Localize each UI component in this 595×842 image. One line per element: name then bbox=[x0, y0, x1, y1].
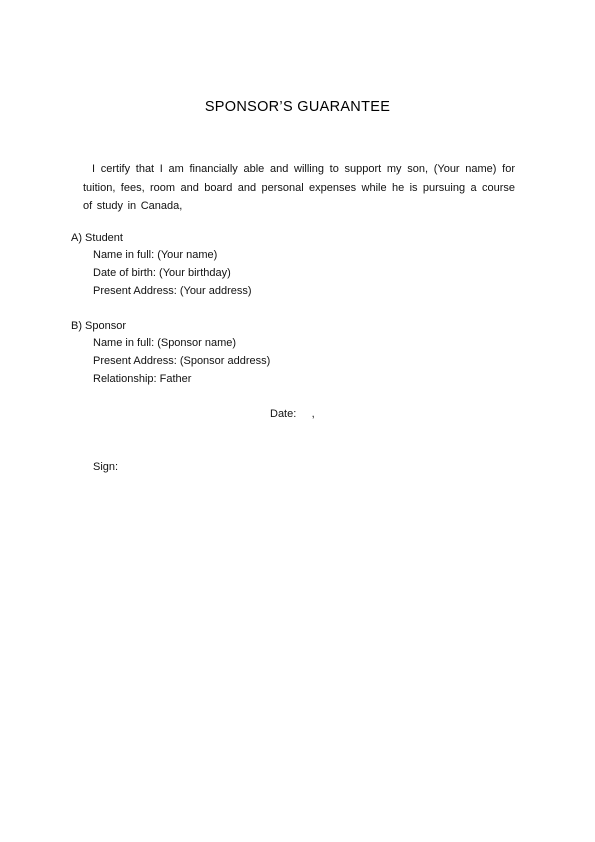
statement-text: I certify that I am financially able and willing to support my son, (Your name) for tuition, fees, room and board and personal expenses while he is pursuing a course of study in Canada, bbox=[83, 163, 515, 212]
sign-label: Sign: bbox=[93, 461, 119, 473]
student-section-heading: A) Student bbox=[71, 232, 123, 244]
date-line: Date: , bbox=[270, 408, 315, 420]
statement-paragraph bbox=[83, 160, 515, 216]
sponsor-section-heading: B) Sponsor bbox=[71, 320, 127, 332]
student-name-field: Name in full: (Your name) bbox=[93, 249, 218, 261]
student-address-field: Present Address: (Your address) bbox=[93, 285, 252, 297]
sponsor-relationship-field: Relationship: Father bbox=[93, 373, 192, 385]
document-title: SPONSOR’S GUARANTEE bbox=[204, 99, 391, 115]
sponsor-name-field: Name in full: (Sponsor name) bbox=[93, 337, 237, 349]
sponsor-address-field: Present Address: (Sponsor address) bbox=[93, 355, 271, 367]
student-birth-field: Date of birth: (Your birthday) bbox=[93, 267, 231, 279]
